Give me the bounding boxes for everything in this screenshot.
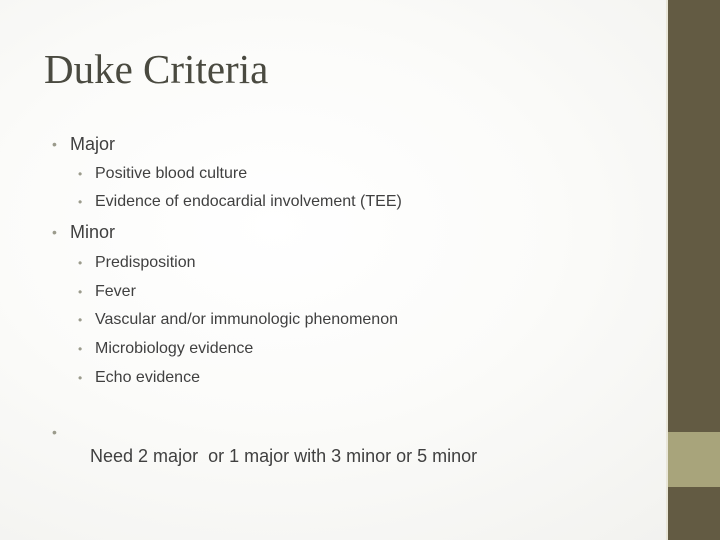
- bullet-dot-icon: •: [52, 424, 57, 440]
- bullet-dot-icon: •: [78, 285, 83, 299]
- bullet-dot-icon: •: [78, 313, 83, 327]
- bullet-dot-icon: •: [78, 256, 83, 270]
- major-item-text: Evidence of endocardial involvement (TEE): [95, 193, 402, 210]
- side-accent-block: [668, 432, 720, 487]
- major-label: Major: [70, 134, 116, 154]
- bullet-dot-icon: •: [78, 371, 83, 385]
- minor-item: [78, 309, 398, 331]
- minor-item: [78, 281, 136, 303]
- bullet-dot-icon: •: [52, 224, 57, 240]
- minor-item-text: Vascular and/or immunologic phenomenon: [95, 311, 398, 328]
- minor-item: [78, 338, 254, 360]
- minor-item: [78, 367, 200, 389]
- slide-title: Duke Criteria: [44, 46, 269, 92]
- major-item-text: Positive blood culture: [95, 165, 248, 182]
- major-item: [78, 163, 248, 185]
- bullet-dot-icon: •: [52, 136, 57, 152]
- major-item: [78, 191, 402, 213]
- bullet-major: [52, 132, 116, 156]
- bullet-summary: [52, 396, 478, 492]
- minor-item-text: Predisposition: [95, 254, 196, 271]
- summary-text: Need 2 major or 1 major with 3 minor or 5 minor: [90, 446, 478, 466]
- minor-label: Minor: [70, 222, 116, 242]
- bullet-dot-icon: •: [78, 342, 83, 356]
- minor-item: [78, 252, 196, 274]
- minor-item-text: Echo evidence: [95, 369, 200, 386]
- minor-item-text: Microbiology evidence: [95, 340, 254, 357]
- bullet-dot-icon: •: [78, 195, 83, 209]
- bullet-dot-icon: •: [78, 167, 83, 181]
- bullet-minor: [52, 220, 116, 244]
- minor-item-text: Fever: [95, 283, 136, 300]
